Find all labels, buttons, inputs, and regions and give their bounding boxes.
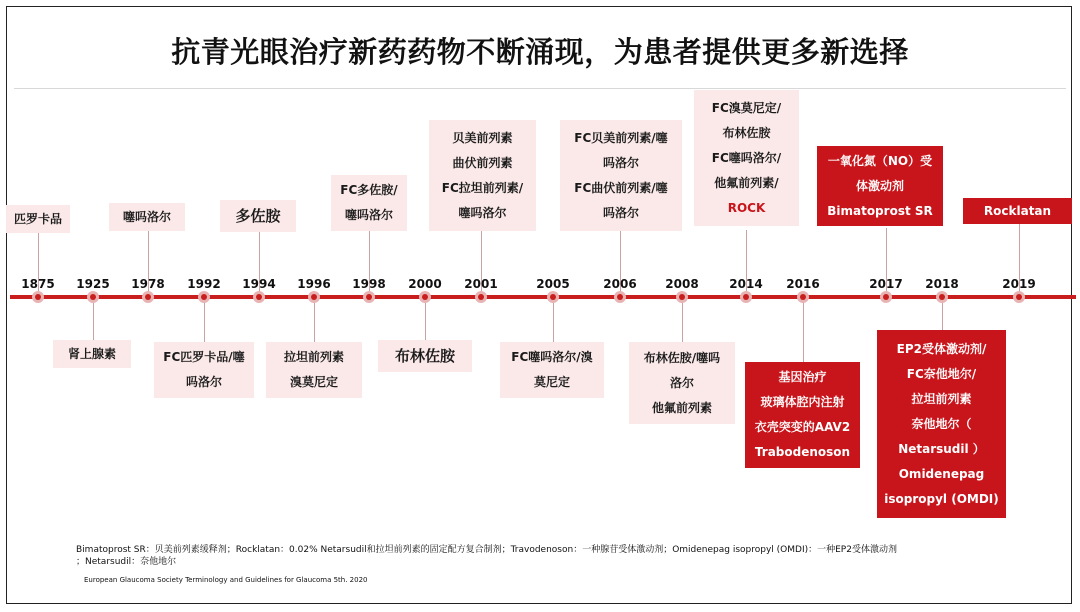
event-card-1978 [109, 203, 185, 231]
event-card-2016 [745, 362, 860, 468]
event-card-2005 [500, 342, 604, 398]
year-label: 2016 [786, 277, 820, 291]
connector [314, 302, 315, 342]
event-text: 布林佐胺 [394, 346, 455, 365]
year-label: 2017 [869, 277, 903, 291]
year-label: 2005 [536, 277, 570, 291]
year-label: 2014 [729, 277, 763, 291]
event-text: Omidenepag [898, 466, 985, 481]
event-text: 奈他地尔（ [911, 416, 972, 431]
event-text: 匹罗卡品 [13, 211, 62, 226]
event-text: isopropyl (OMDI) [884, 491, 999, 506]
event-text: FC拉坦前列素/ [441, 180, 524, 195]
year-label: 2008 [665, 277, 699, 291]
event-text: 吗洛尔 [602, 205, 639, 220]
event-text: 洛尔 [669, 375, 694, 390]
timeline-marker [419, 291, 431, 303]
event-card-2000 [378, 340, 472, 372]
connector [942, 302, 943, 330]
event-text: 拉坦前列素 [283, 350, 344, 364]
timeline-marker [253, 291, 265, 303]
event-text: 布林佐胺 [722, 125, 771, 140]
footnote [76, 544, 1016, 568]
event-text: FC奈他地尔/ [906, 366, 977, 381]
year-label: 1925 [76, 277, 110, 291]
event-text: FC多佐胺/ [340, 183, 398, 197]
timeline-marker [87, 291, 99, 303]
timeline-marker [363, 291, 375, 303]
event-text: 莫尼定 [533, 375, 570, 389]
event-text: FC溴莫尼定/ [711, 100, 782, 115]
timeline-marker [740, 291, 752, 303]
event-text-highlight: ROCK [727, 200, 766, 215]
event-text: 噻吗洛尔 [344, 208, 393, 222]
event-card-2001 [429, 120, 536, 231]
event-card-1996 [266, 342, 362, 398]
year-label: 2018 [925, 277, 959, 291]
year-label: 1875 [21, 277, 55, 291]
event-text: 体激动剂 [855, 178, 904, 193]
title-divider [14, 88, 1066, 89]
event-card-2017 [817, 146, 943, 226]
connector [682, 302, 683, 342]
footnote-line: Bimatoprost SR：贝美前列素缓释剂；Rocklatan：0.02% Netarsudil和拉坦前列素的固定配方复合制剂；Travodenoson：一种腺苷受体激动剂；Omidenepag isopropyl (OMDI)：一种EP2受体激动剂 [76, 545, 897, 555]
footnote-line: ；Netarsudil：奈他地尔 [76, 557, 177, 567]
event-text: 吗洛尔 [602, 155, 639, 170]
event-text: Bimatoprost SR [827, 203, 933, 218]
slide-title: 抗青光眼治疗新药药物不断涌现，为患者提供更多新选择 [171, 35, 909, 69]
event-card-1992 [154, 342, 254, 398]
year-label: 1998 [352, 277, 386, 291]
year-label: 1978 [131, 277, 165, 291]
event-card-1998 [331, 175, 407, 231]
event-text: 多佐胺 [235, 206, 281, 225]
timeline-marker [308, 291, 320, 303]
event-text: Netarsudil ） [898, 441, 985, 456]
event-text: 他氟前列素 [651, 400, 712, 415]
timeline-marker [614, 291, 626, 303]
timeline-marker [936, 291, 948, 303]
event-text: 肾上腺素 [67, 346, 116, 361]
event-card-1875 [6, 205, 70, 233]
timeline-marker [880, 291, 892, 303]
timeline-marker [32, 291, 44, 303]
event-text: FC曲伏前列素/噻 [574, 180, 668, 195]
timeline-marker [1013, 291, 1025, 303]
connector [553, 302, 554, 342]
event-text: 布林佐胺/噻吗 [643, 350, 721, 365]
timeline-marker [198, 291, 210, 303]
connector [204, 302, 205, 342]
event-card-2014 [694, 90, 799, 226]
timeline-marker [797, 291, 809, 303]
event-text: 拉坦前列素 [911, 391, 972, 406]
event-text: 曲伏前列素 [452, 155, 513, 170]
event-card-1925 [53, 340, 131, 368]
event-text: 他氟前列素/ [714, 175, 779, 190]
year-label: 1996 [297, 277, 331, 291]
event-text: 噻吗洛尔 [458, 205, 507, 220]
year-label: 2019 [1002, 277, 1036, 291]
year-label: 2001 [464, 277, 498, 291]
year-label: 2000 [408, 277, 442, 291]
event-text: 衣壳突变的AAV2 [754, 420, 851, 434]
event-text: 溴莫尼定 [289, 375, 338, 389]
event-text: 玻璃体腔内注射 [760, 395, 845, 409]
event-card-2006 [560, 120, 682, 231]
year-label: 1994 [242, 277, 276, 291]
connector [803, 302, 804, 362]
event-text: 贝美前列素 [452, 130, 513, 145]
event-text: 一氧化氮（NO）受 [827, 153, 933, 168]
connector [93, 302, 94, 342]
timeline-marker [142, 291, 154, 303]
reference-citation: European Glaucoma Society Terminology and Guidelines for Glaucoma 5th. 2020 [84, 576, 368, 584]
event-card-1994 [220, 200, 296, 232]
year-label: 1992 [187, 277, 221, 291]
event-card-2008 [629, 342, 735, 424]
event-text: FC噻吗洛尔/溴 [511, 350, 593, 364]
event-card-2018 [877, 330, 1006, 518]
timeline-marker [676, 291, 688, 303]
timeline-axis [10, 295, 1076, 299]
event-text: FC匹罗卡品/噻 [163, 350, 245, 364]
event-text: Rocklatan [983, 203, 1052, 218]
event-text: Trabodenoson [754, 445, 851, 459]
event-text: EP2受体激动剂/ [896, 341, 987, 356]
event-text: 噻吗洛尔 [122, 209, 171, 224]
event-card-2019 [963, 198, 1072, 224]
connector [425, 302, 426, 342]
event-text: 吗洛尔 [185, 375, 222, 389]
event-text: FC噻吗洛尔/ [711, 150, 782, 165]
event-text: 基因治疗 [778, 370, 827, 384]
timeline-marker [547, 291, 559, 303]
event-text: FC贝美前列素/噻 [574, 130, 668, 145]
year-label: 2006 [603, 277, 637, 291]
timeline-marker [475, 291, 487, 303]
